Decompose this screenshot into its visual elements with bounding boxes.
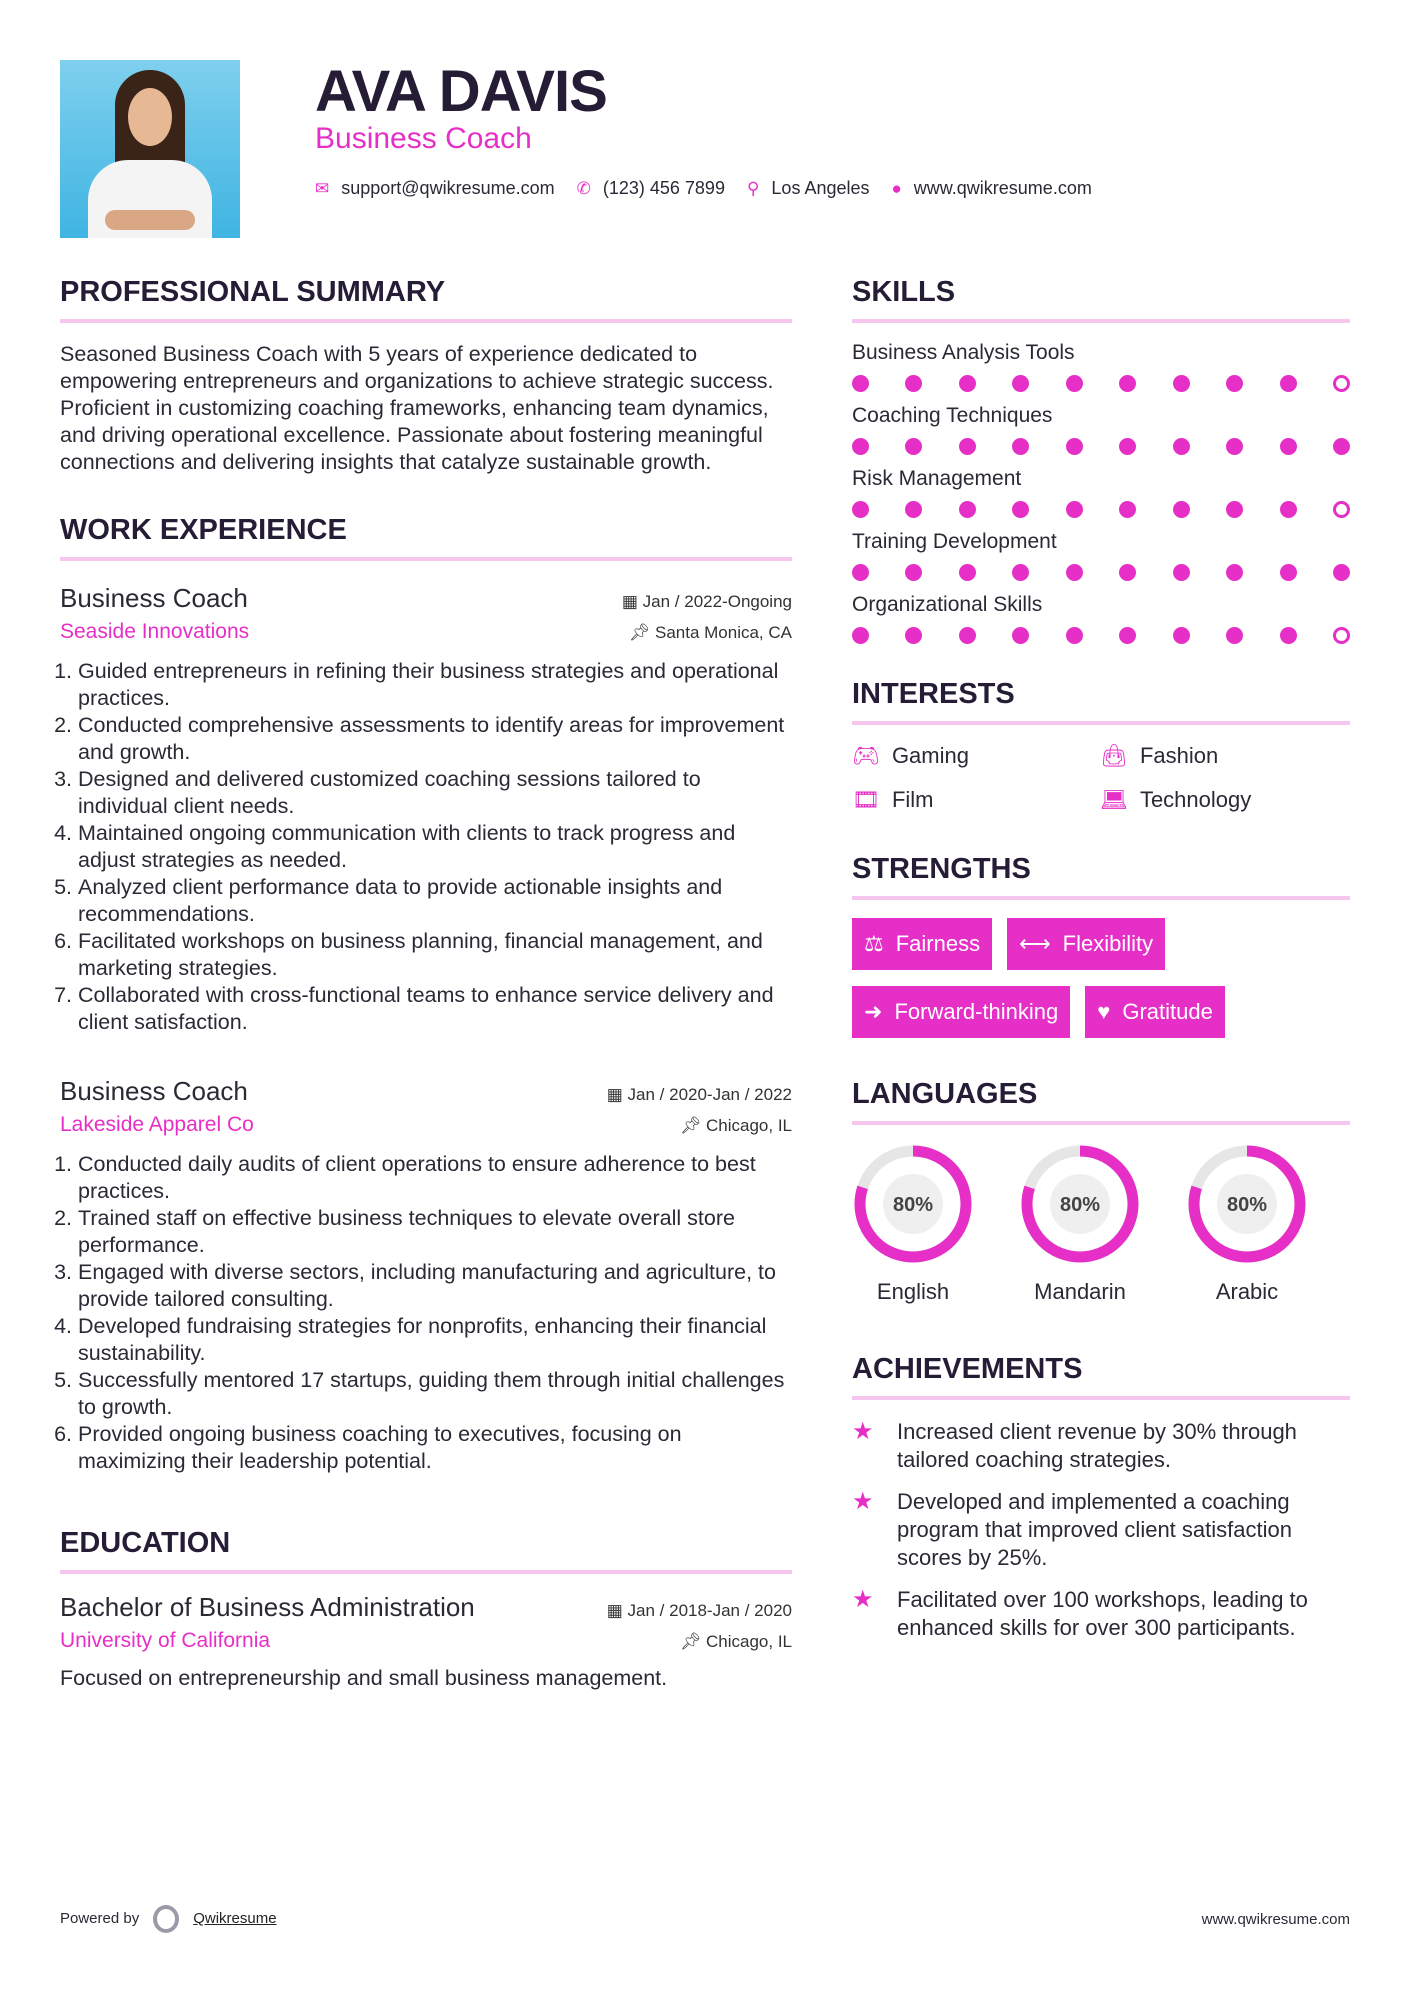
interest-item — [852, 743, 1100, 769]
profile-photo — [60, 60, 240, 238]
skill-list — [852, 341, 1350, 644]
rating-dot-filled — [852, 627, 869, 644]
rating-dot-filled — [1226, 564, 1243, 581]
rating-dot-filled — [959, 627, 976, 644]
achievement-item — [852, 1488, 1350, 1572]
calendar-icon: ▦ — [606, 1601, 628, 1620]
rating-dot-filled — [905, 375, 922, 392]
balance-scale-icon: ⚖ — [864, 931, 884, 956]
degree: Bachelor of Business Administration — [60, 1592, 475, 1622]
rating-dot-filled — [1066, 501, 1083, 518]
skill-item — [852, 341, 1350, 392]
globe-icon: ● — [891, 178, 902, 198]
skill-name: Risk Management — [852, 467, 1022, 490]
job-header — [60, 583, 792, 614]
education-dates: Jan / 2018-Jan / 2020 — [627, 1601, 792, 1620]
skill-name: Coaching Techniques — [852, 404, 1053, 427]
job-dates-group — [622, 592, 792, 612]
strength-badge — [852, 986, 1070, 1038]
language-progress-ring — [1019, 1143, 1141, 1265]
rating-dot-empty — [1333, 375, 1350, 392]
skill-rating — [852, 501, 1350, 518]
rating-dot-filled — [1280, 375, 1297, 392]
rating-dot-filled — [1012, 438, 1029, 455]
job-bullet: 4. Developed fundraising strategies for nonprofits, enhancing their financial sustainability. — [78, 1313, 792, 1367]
language-name: English — [876, 1279, 950, 1304]
achievement-text: Facilitated over 100 workshops, leading to enhanced skills for over 300 participants. — [897, 1587, 1308, 1640]
section-heading-education: EDUCATION — [60, 1527, 792, 1574]
star-icon: ★ — [852, 1488, 874, 1515]
achievement-list — [852, 1418, 1350, 1642]
gamepad-icon: 🎮︎ — [852, 743, 880, 768]
job-location-group — [629, 623, 792, 643]
skill-item — [852, 467, 1350, 518]
job-entry — [60, 1076, 792, 1475]
rating-dot-filled — [852, 375, 869, 392]
section-heading-experience: WORK EXPERIENCE — [60, 514, 792, 561]
job-bullet: 4. Maintained ongoing communication with clients to track progress and adjust strategies as needed. — [78, 820, 792, 874]
strength-badge — [1085, 986, 1225, 1038]
rating-dot-filled — [1173, 627, 1190, 644]
skill-item — [852, 593, 1350, 644]
interest-label: Fashion — [1139, 743, 1219, 768]
school: University of California — [60, 1629, 271, 1652]
laptop-icon: 💻︎ — [1100, 787, 1128, 812]
rating-dot-filled — [905, 501, 922, 518]
achievement-item — [852, 1418, 1350, 1474]
rating-dot-filled — [852, 501, 869, 518]
interest-label: Gaming — [891, 743, 969, 768]
rating-dot-filled — [959, 375, 976, 392]
language-percent: 80% — [1059, 1194, 1101, 1216]
language-percent: 80% — [1226, 1194, 1268, 1216]
language-percent: 80% — [892, 1194, 934, 1216]
section-heading-achievements: ACHIEVEMENTS — [852, 1353, 1350, 1400]
brand-link[interactable]: Qwikresume — [193, 1909, 277, 1927]
rating-dot-filled — [1012, 375, 1029, 392]
right-column — [852, 276, 1350, 1656]
arrows-horizontal-icon: ⟷ — [1019, 931, 1051, 956]
language-item — [1019, 1143, 1141, 1305]
rating-dot-filled — [905, 627, 922, 644]
website[interactable]: www.qwikresume.com — [913, 178, 1092, 198]
map-pin-icon: ⚲ — [746, 178, 760, 198]
education-entry — [60, 1592, 792, 1692]
pin-icon: 📌︎ — [628, 623, 655, 642]
rating-dot-filled — [1066, 375, 1083, 392]
arrow-right-icon: ➜ — [864, 999, 883, 1024]
rating-dot-filled — [959, 438, 976, 455]
interest-label: Technology — [1139, 787, 1252, 812]
skill-name: Business Analysis Tools — [852, 341, 1075, 364]
language-list — [852, 1143, 1350, 1305]
strength-badge — [1007, 918, 1165, 970]
rating-dot-filled — [1173, 375, 1190, 392]
rating-dot-filled — [1066, 564, 1083, 581]
candidate-title: Business Coach — [315, 122, 532, 155]
rating-dot-filled — [1226, 501, 1243, 518]
strength-label: Gratitude — [1122, 999, 1213, 1024]
shopping-bag-icon: 👜︎ — [1100, 743, 1128, 768]
job-bullets — [60, 658, 792, 1036]
interest-item — [852, 787, 1100, 813]
job-bullet: 3. Designed and delivered customized coaching sessions tailored to individual client needs. — [78, 766, 792, 820]
education-description: Focused on entrepreneurship and small business management. — [60, 1666, 668, 1690]
rating-dot-filled — [1280, 564, 1297, 581]
language-item — [1186, 1143, 1308, 1305]
job-dates-group — [607, 1085, 792, 1105]
pin-icon: 📌︎ — [679, 1116, 706, 1135]
rating-dot-filled — [1226, 438, 1243, 455]
rating-dot-filled — [1119, 501, 1136, 518]
rating-dot-filled — [1066, 627, 1083, 644]
rating-dot-filled — [1333, 564, 1350, 581]
job-entry — [60, 583, 792, 1036]
phone[interactable]: (123) 456 7899 — [602, 178, 725, 198]
rating-dot-filled — [1173, 438, 1190, 455]
section-heading-languages: LANGUAGES — [852, 1078, 1350, 1125]
contact-bar — [315, 178, 1114, 199]
rating-dot-filled — [852, 564, 869, 581]
location: Los Angeles — [771, 178, 870, 198]
rating-dot-filled — [1333, 438, 1350, 455]
achievement-text: Developed and implemented a coaching program that improved client satisfaction scores by 25%. — [897, 1489, 1292, 1570]
skill-rating — [852, 375, 1350, 392]
job-bullet: 7. Collaborated with cross-functional teams to enhance service delivery and client satisfaction. — [78, 982, 792, 1036]
rating-dot-filled — [1226, 627, 1243, 644]
qwikresume-logo-icon — [153, 1905, 179, 1933]
pin-icon: 📌︎ — [679, 1632, 706, 1651]
rating-dot-filled — [1119, 564, 1136, 581]
job-bullet: 2. Trained staff on effective business techniques to elevate overall store performance. — [78, 1205, 792, 1259]
rating-dot-filled — [1173, 501, 1190, 518]
job-subheader — [60, 1113, 792, 1137]
left-column — [60, 276, 792, 1692]
job-list — [60, 583, 792, 1475]
strength-label: Fairness — [895, 931, 981, 956]
rating-dot-filled — [1012, 627, 1029, 644]
star-icon: ★ — [852, 1418, 874, 1445]
job-location: Santa Monica, CA — [654, 623, 792, 642]
strength-label: Forward-thinking — [894, 999, 1059, 1024]
envelope-icon: ✉ — [315, 178, 330, 198]
rating-dot-filled — [1280, 627, 1297, 644]
star-icon: ★ — [852, 1586, 874, 1613]
rating-dot-filled — [1226, 375, 1243, 392]
rating-dot-filled — [959, 501, 976, 518]
interest-item — [1100, 743, 1350, 769]
skill-item — [852, 404, 1350, 455]
candidate-name: AVA DAVIS — [315, 59, 607, 124]
language-item — [852, 1143, 974, 1305]
language-name: Arabic — [1215, 1279, 1279, 1304]
achievement-item — [852, 1586, 1350, 1642]
rating-dot-filled — [1280, 438, 1297, 455]
powered-by-text: Powered by — [60, 1909, 140, 1927]
job-bullet: 3. Engaged with diverse sectors, including manufacturing and agriculture, to provide tailored consulting. — [78, 1259, 792, 1313]
job-dates: Jan / 2020-Jan / 2022 — [627, 1085, 792, 1104]
language-progress-ring — [1186, 1143, 1308, 1265]
rating-dot-filled — [1066, 438, 1083, 455]
skill-name: Training Development — [852, 530, 1057, 553]
language-progress-ring — [852, 1143, 974, 1265]
job-bullet: 5. Analyzed client performance data to provide actionable insights and recommendations. — [78, 874, 792, 928]
footer-url[interactable]: www.qwikresume.com — [1201, 1910, 1350, 1928]
job-bullets — [60, 1151, 792, 1475]
job-title: Business Coach — [60, 583, 248, 613]
education-location: Chicago, IL — [706, 1632, 792, 1651]
job-header — [60, 1076, 792, 1107]
interest-list — [852, 743, 1350, 813]
footer — [60, 1905, 1350, 1933]
skill-rating — [852, 438, 1350, 455]
rating-dot-filled — [1119, 627, 1136, 644]
rating-dot-filled — [1119, 375, 1136, 392]
job-bullet: 6. Facilitated workshops on business planning, financial management, and marketing strategies. — [78, 928, 792, 982]
summary-text: Seasoned Business Coach with 5 years of experience dedicated to empowering entrepreneurs and organizations to achieve strategic success. Proficient in customizing coaching frameworks, enhancing team dynamics, and driving operational excellence. Passionate about fostering meaningful connections and delivering insights that catalyze sustainable growth. — [60, 342, 774, 474]
job-dates: Jan / 2022-Ongoing — [642, 592, 792, 611]
rating-dot-filled — [852, 438, 869, 455]
rating-dot-filled — [1280, 501, 1297, 518]
rating-dot-filled — [905, 564, 922, 581]
job-bullet: 6. Provided ongoing business coaching to executives, focusing on maximizing their leadership potential. — [78, 1421, 792, 1475]
section-heading-skills: SKILLS — [852, 276, 1350, 323]
section-heading-interests: INTERESTS — [852, 678, 1350, 725]
strength-list — [852, 918, 1350, 1038]
interest-label: Film — [891, 787, 934, 812]
job-subheader — [60, 620, 792, 644]
strength-badge — [852, 918, 992, 970]
job-location: Chicago, IL — [706, 1116, 792, 1135]
achievement-text: Increased client revenue by 30% through tailored coaching strategies. — [897, 1419, 1297, 1472]
rating-dot-filled — [1119, 438, 1136, 455]
rating-dot-filled — [1012, 501, 1029, 518]
skill-rating — [852, 564, 1350, 581]
interest-item — [1100, 787, 1350, 813]
rating-dot-empty — [1333, 501, 1350, 518]
calendar-icon: ▦ — [621, 592, 643, 611]
company-name: Lakeside Apparel Co — [60, 1113, 254, 1136]
rating-dot-filled — [905, 438, 922, 455]
company-name: Seaside Innovations — [60, 620, 250, 643]
skill-name: Organizational Skills — [852, 593, 1043, 616]
job-bullet: 2. Conducted comprehensive assessments to identify areas for improvement and growth. — [78, 712, 792, 766]
language-name: Mandarin — [1034, 1279, 1126, 1304]
heart-icon: ♥ — [1097, 999, 1111, 1024]
job-bullet: 1. Conducted daily audits of client operations to ensure adherence to best practices. — [78, 1151, 792, 1205]
skill-rating — [852, 627, 1350, 644]
rating-dot-filled — [959, 564, 976, 581]
skill-item — [852, 530, 1350, 581]
rating-dot-empty — [1333, 627, 1350, 644]
email[interactable]: support@qwikresume.com — [341, 178, 555, 198]
job-title: Business Coach — [60, 1076, 248, 1106]
job-bullet: 1. Guided entrepreneurs in refining their business strategies and operational practices. — [78, 658, 792, 712]
job-bullet: 5. Successfully mentored 17 startups, guiding them through initial challenges to growth. — [78, 1367, 792, 1421]
rating-dot-filled — [1012, 564, 1029, 581]
phone-icon: ✆ — [576, 178, 591, 198]
section-heading-strengths: STRENGTHS — [852, 853, 1350, 900]
job-location-group — [680, 1116, 792, 1136]
strength-label: Flexibility — [1062, 931, 1154, 956]
calendar-icon: ▦ — [606, 1085, 628, 1104]
section-heading-summary: PROFESSIONAL SUMMARY — [60, 276, 792, 323]
rating-dot-filled — [1173, 564, 1190, 581]
film-icon: 🎞︎ — [852, 787, 880, 812]
